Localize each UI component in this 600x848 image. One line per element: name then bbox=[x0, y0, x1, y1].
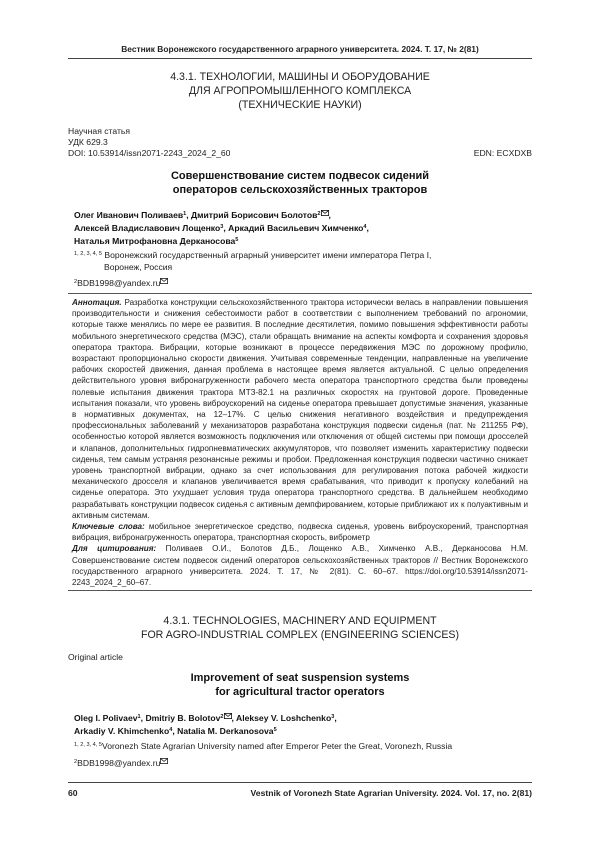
email-address[interactable]: BDB1998@yandex.ru bbox=[77, 278, 161, 288]
author-name: Aleksey V. Loshchenko bbox=[236, 713, 332, 723]
section-title-ru-line-2: ДЛЯ АГРОПРОМЫШЛЕННОГО КОМПЛЕКСА bbox=[188, 84, 412, 97]
keywords-paragraph bbox=[72, 521, 528, 543]
affiliation-line-1: Voronezh State Agrarian University named after Emperor Peter the Great, Voronezh, Russia bbox=[102, 741, 453, 751]
article-type-en: Original article bbox=[68, 652, 123, 662]
affiliation-en bbox=[74, 741, 452, 752]
envelope-icon bbox=[224, 710, 232, 723]
footer-journal: Vestnik of Voronezh State Agrarian University. 2024. Vol. 17, no. 2(81) bbox=[250, 788, 532, 798]
section-title-ru bbox=[68, 71, 532, 112]
author-name: Natalia M. Derkanosova bbox=[177, 726, 274, 736]
author-sup: 1 bbox=[137, 714, 141, 720]
keywords-text: мобильное энергетическое средство, подвеска сиденья, уровень виброускорений, транспортная вибрация, вибронагруженность оператора, транспортная скорость, виброметр bbox=[72, 522, 528, 543]
section-title-en bbox=[68, 615, 532, 643]
keywords-label: Ключевые слова: bbox=[72, 522, 145, 532]
authors-ru: Олег Иванович Поливаев$^1$, Дмитрий Борисович Болотов$^2$ , Алексей Владиславович Лощенко$^3$, Аркадий Васильевич Химченко$^4$, Наталья Митрофановна Дерканосова$^5$ bbox=[74, 207, 369, 248]
article-meta-ru bbox=[68, 126, 230, 158]
article-title-ru-line-1: Совершенствование систем подвесок сидений bbox=[170, 170, 430, 182]
article-title-en-line-1: Improvement of seat suspension systems bbox=[190, 672, 410, 684]
section-title-ru-line-1: 4.3.1. ТЕХНОЛОГИИ, МАШИНЫ И ОБОРУДОВАНИЕ bbox=[170, 71, 430, 83]
abstract-box bbox=[68, 293, 532, 591]
footer-divider bbox=[68, 782, 532, 783]
article-title-ru bbox=[68, 169, 532, 197]
edn-code: EDN: ECXDXB bbox=[473, 148, 532, 158]
abstract-label: Аннотация. bbox=[72, 298, 122, 307]
author-name: Алексей Владиславович Лощенко bbox=[74, 223, 221, 233]
article-title-ru-line-2: операторов сельскохозяйственных тракторов bbox=[172, 184, 428, 196]
journal-header: Вестник Воронежского государственного аграрного университета. 2024. Т. 17, № 2(81) bbox=[121, 44, 479, 54]
author-sup: 3 bbox=[331, 714, 335, 720]
citation-label: Для цитирования: bbox=[72, 544, 157, 554]
page-number: 60 bbox=[68, 788, 78, 798]
author-name: Дмитрий Борисович Болотов bbox=[191, 210, 318, 220]
envelope-icon bbox=[160, 276, 168, 286]
author-name: Наталья Митрофановна Дерканосова bbox=[74, 236, 236, 246]
author-name: Dmitriy B. Bolotov bbox=[145, 713, 221, 723]
section-title-ru-line-3: (ТЕХНИЧЕСКИЕ НАУКИ) bbox=[238, 98, 362, 111]
author-sup: 5 bbox=[235, 237, 239, 243]
author-name: Аркадий Васильевич Химченко bbox=[228, 223, 364, 233]
author-name: Arkadiy V. Khimchenko bbox=[74, 726, 170, 736]
doi: DOI: 10.53914/issn2071-2243_2024_2_60 bbox=[68, 147, 231, 158]
author-name: Олег Иванович Поливаев bbox=[74, 210, 184, 220]
author-sup: 2 bbox=[220, 714, 224, 720]
affiliation-sup: 1, 2, 3, 4, 5 bbox=[74, 742, 102, 748]
affiliation-ru-city: Воронеж, Россия bbox=[104, 262, 173, 272]
article-type: Научная статья bbox=[68, 126, 131, 136]
article-title-en bbox=[68, 671, 532, 699]
email-en bbox=[74, 756, 168, 768]
article-title-en-line-2: for agricultural tractor operators bbox=[215, 686, 385, 698]
author-sup: 1 bbox=[183, 211, 187, 217]
author-sup: 3 bbox=[220, 224, 224, 230]
abstract-paragraph bbox=[72, 297, 528, 521]
email-ru bbox=[74, 276, 168, 288]
envelope-icon bbox=[160, 756, 168, 766]
citation-paragraph bbox=[72, 543, 528, 588]
email-sup: 2 bbox=[74, 759, 78, 765]
author-name: Oleg I. Polivaev bbox=[74, 713, 138, 723]
citation-text: Поливаев О.И., Болотов Д.Б., Лощенко А.В., Химченко А.В., Дерканосова Н.М. Совершенствование систем подвесок сидений операторов сельскохозяйственных тракторов // Вестник Воронежского государственного аграрного университета. 2024. Т. 17, № 2(81). С. 60–67. https://doi.org/10.53914/issn2071-2243_2024_2_60–67. bbox=[72, 544, 528, 588]
abstract-text: Разработка конструкции сельскохозяйственного трактора исторически велась в направлении повышения производительности и снижения себестоимости работ в соответствии с выполнением требований по агрономии, которые также менялись по мере ее развития. В последние десятилетия, помимо повышения эффективности работы мобильного энергетического средства (МЭС), стали обращать внимание на аспекты комфорта и сохранения здоровья оператора трактора. Вибрации, которые возникают в процессе передвижения МЭС по дорожному профилю, возрастают пропорционально скорости движения. Учитывая современные тенденции, направленные на увеличение рабочих скоростей движения, данная проблема в настоящее время является актуальной. С целью определения действительного уровня вибронагруженности рабочего места оператора транспортного средства были проведены полевые испытания движения трактора МТЗ-82.1 на различных скоростях на грунтовой дороге. Проведенные испытания показали, что уровень виброускорений на сиденье оператора превышает допустимые значения, указанные в нормативных документах, на 12–17%. С целью снижения негативного воздействия и предупреждения профессиональных заболеваний у механизаторов разработана конструкция подвески сиденья (пат. № 211255 РФ), особенностью которой является возможность подключения или отключения от общей системы при помощи дросселей и клапанов, дополнительных гидропневматических аккумуляторов, что позволяет изменить характеристику подвески сиденья, тем самым устраняя резонансные режимы и пробои. Предложенная конструкция подвески частично снижает уровень транспортной вибрации, однако за счет использования для регулирования потока рабочей жидкости механического дросселя и клапанов увеличивается время срабатывания, что приводит к пропуску колебаний на сиденье оператора. Это ухудшает условия труда оператора транспортного средства. В дальнейшем необходимо разрабатывать конструкции подвесок сиденья с активным демпфированием, которые приближают их к полуактивным и активным системам. bbox=[72, 298, 528, 520]
author-sup: 5 bbox=[273, 727, 277, 733]
affiliation-ru bbox=[74, 250, 431, 261]
affiliation-line-1: Воронежский государственный аграрный университет имени императора Петра I, bbox=[104, 250, 432, 260]
section-title-en-line-1: 4.3.1. TECHNOLOGIES, MACHINERY AND EQUIPMENT bbox=[163, 615, 437, 627]
author-sup: 4 bbox=[363, 224, 367, 230]
email-sup: 2 bbox=[74, 279, 78, 285]
author-sup: 2 bbox=[317, 211, 321, 217]
envelope-icon bbox=[321, 207, 329, 220]
author-sup: 4 bbox=[169, 727, 173, 733]
affiliation-sup: 1, 2, 3, 4, 5 bbox=[74, 251, 102, 257]
header-divider bbox=[68, 58, 532, 59]
email-address[interactable]: BDB1998@yandex.ru bbox=[77, 758, 161, 768]
authors-en: Oleg I. Polivaev$^1$, Dmitriy B. Bolotov$^2$ , Aleksey V. Loshchenko$^3$, Arkadiy V. Khimchenko$^4$, Natalia M. Derkanosova$^5$ bbox=[74, 710, 337, 738]
section-title-en-line-2: FOR AGRO-INDUSTRIAL COMPLEX (ENGINEERING SCIENCES) bbox=[140, 628, 460, 641]
udk-code: УДК 629.3 bbox=[68, 136, 108, 147]
